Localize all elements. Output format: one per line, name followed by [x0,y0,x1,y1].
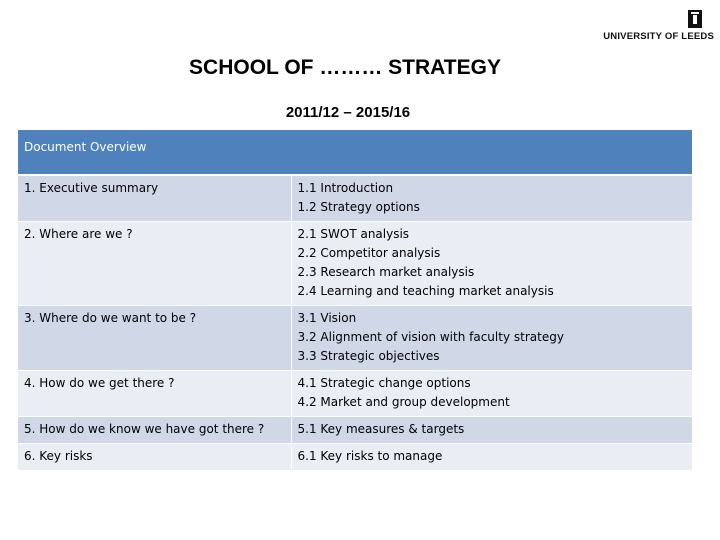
subsection-item: 5.1 Key measures & targets [297,422,465,436]
university-logo [603,10,716,44]
subsection-item: 2.1 SWOT analysis [297,227,410,241]
subsection-item: 2.2 Competitor analysis [297,246,441,260]
section-items [291,417,692,444]
section-items [291,175,692,222]
section-title: 1. Executive summary [18,175,291,222]
subsection-item: 6.1 Key risks to manage [297,449,443,463]
document-overview-table [18,130,692,471]
section-title: 4. How do we get there ? [18,371,291,417]
section-title: 6. Key risks [18,444,291,471]
section-title: 2. Where are we ? [18,222,291,306]
table-row [18,306,692,371]
subsection-item: 1.2 Strategy options [297,200,420,214]
table-row [18,417,692,444]
section-items [291,306,692,371]
table-row [18,371,692,417]
table-header: Document Overview [18,130,692,175]
table-row [18,222,692,306]
subsection-item: 4.2 Market and group development [297,395,510,409]
subsection-item: 3.3 Strategic objectives [297,349,440,363]
subsection-item: 3.2 Alignment of vision with faculty strategy [297,330,564,344]
university-crest-icon [688,10,702,28]
section-items [291,222,692,306]
section-items [291,371,692,417]
page-subtitle: 2011/12 – 2015/16 [285,104,411,121]
subsection-item: 3.1 Vision [297,311,357,325]
page-title: SCHOOL OF ……… STRATEGY [189,56,501,79]
subsection-item: 2.3 Research market analysis [297,265,475,279]
subsection-item: 2.4 Learning and teaching market analysis [297,284,554,298]
subsection-item: 1.1 Introduction [297,181,394,195]
subsection-item: 4.1 Strategic change options [297,376,471,390]
table-row [18,175,692,222]
section-title: 5. How do we know we have got there ? [18,417,291,444]
university-name: UNIVERSITY OF LEEDS [603,31,714,42]
section-items [291,444,692,471]
section-title: 3. Where do we want to be ? [18,306,291,371]
table-row [18,444,692,471]
